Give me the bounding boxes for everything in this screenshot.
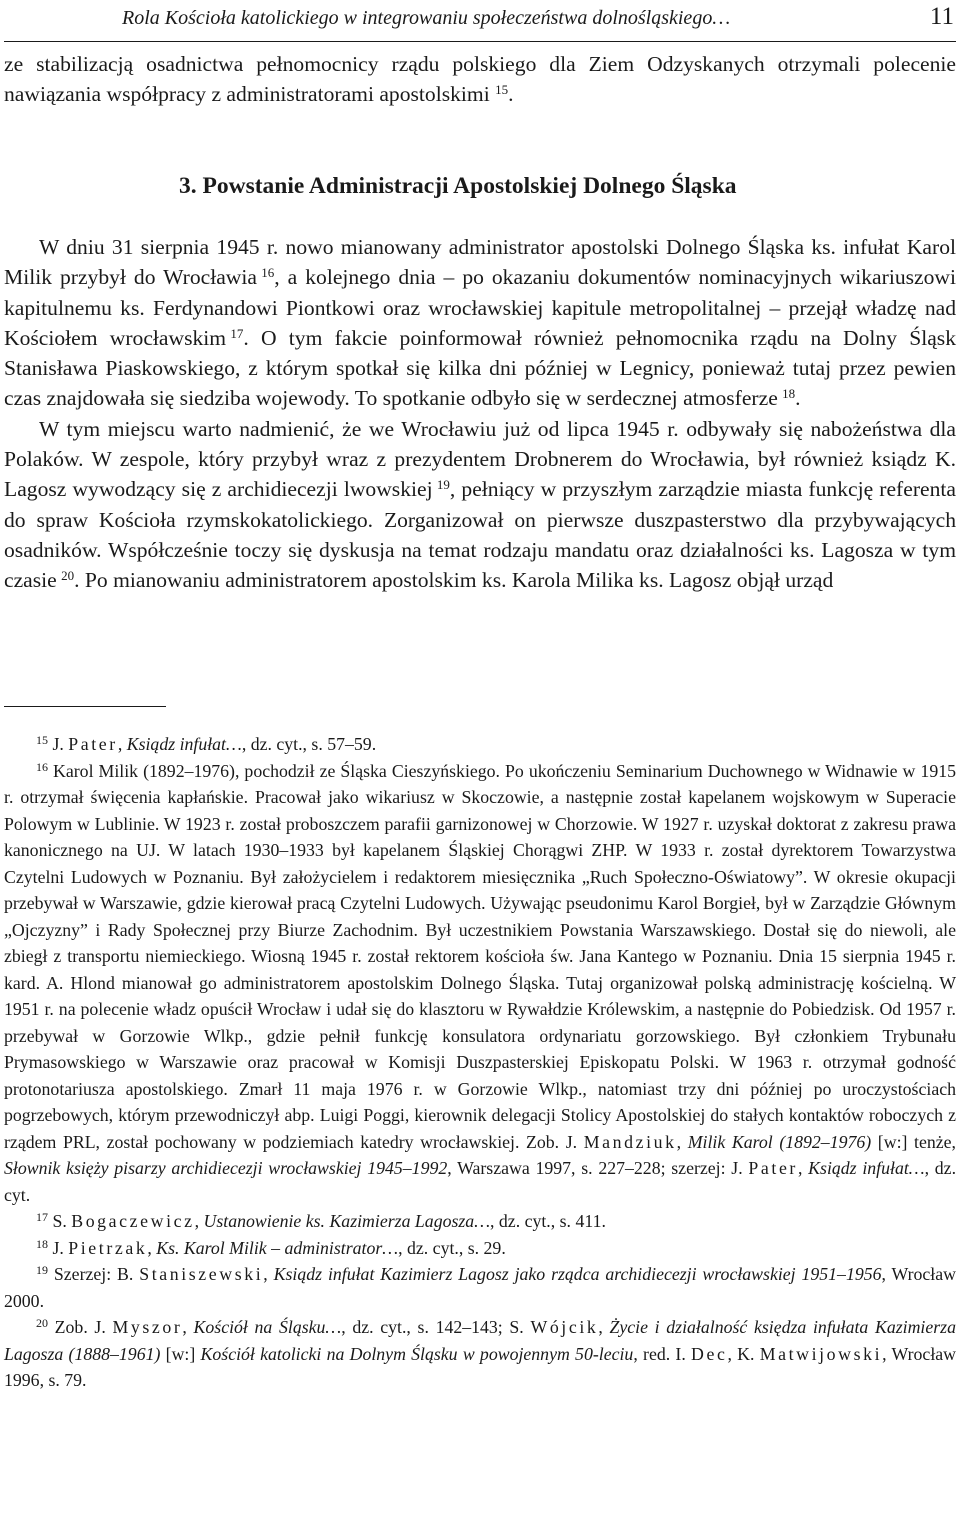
paragraph-1-text-a: W dniu 31 sierpnia 1945 r. nowo mianowany administrator apostolski Dolnego Śląska ks. infułat Karol Milik przybył do Wrocławia — [4, 235, 956, 290]
footnote-17 — [4, 1208, 956, 1235]
footnote-text: [w:] — [160, 1343, 201, 1364]
paragraph-2-text-b: , pełniący w przyszłym zarządzie miasta funkcję referenta do spraw Kościoła rzymskokatolickiego. Zorganizował on pierwsze duszpasterstwo dla przybywających osadników. Współcześnie toczy się dyskusja na temat rodzaju mandatu oraz działalności ks. Lagosza w tym czasie — [4, 477, 956, 593]
document-page — [4, 0, 956, 1517]
paragraph-1-text-b: , a kolejnego dnia – po okazaniu dokumentów nominacyjnych wikariuszowi kapitulnemu ks. Ferdynandowi Piontkowi oraz wrocławskiej kapitule metropolitalnej – przejął władzę nad Kościołem wrocławskim — [4, 265, 956, 350]
footnote-author: Dec — [691, 1343, 728, 1364]
footnote-text: Szerzej: B. — [53, 1264, 140, 1284]
footnote-title: Ksiądz infułat… — [808, 1158, 925, 1178]
footnote-ref-15[interactable]: 15 — [495, 82, 509, 98]
footnote-text: , — [182, 1317, 194, 1337]
footnotes — [4, 731, 956, 1394]
footnote-text: , — [797, 1158, 809, 1178]
intro-text: ze stabilizacją osadnictwa pełnomocnicy rządu polskiego dla Ziem Odzyskanych otrzymali polecenie nawiązania współpracy z administratorami apostolskimi — [4, 52, 956, 107]
footnote-19 — [4, 1261, 956, 1314]
footnote-text: , — [263, 1264, 274, 1284]
intro-end: . — [508, 82, 514, 107]
footnote-text: , — [117, 734, 127, 754]
paragraph-2-text-a: W tym miejscu warto nadmienić, że we Wrocławiu już od lipca 1945 r. odbywały się nabożeństwa dla Polaków. W zespole, który przybył wraz z prezydentem Drobnerem do Wrocławia, był również ksiądz K. Lagosz wywodzący się z archidiecezji lwowskiej — [4, 416, 956, 502]
footnote-text: , K. — [727, 1343, 760, 1364]
footnote-text: , dz. cyt., s. 411. — [490, 1211, 606, 1231]
footnote-number: 18 — [36, 1236, 48, 1251]
footnote-text: J. — [52, 1237, 69, 1258]
footnote-number: 15 — [36, 733, 48, 747]
footnote-title: Ks. Karol Milik – administrator… — [156, 1237, 399, 1258]
footnote-text: , dz. cyt., s. 29. — [398, 1237, 506, 1258]
footnote-ref-20[interactable]: 20 — [61, 568, 75, 584]
footnote-ref-19[interactable]: 19 — [436, 477, 450, 493]
footnote-18 — [4, 1235, 956, 1262]
running-header — [4, 3, 956, 37]
footnote-author: Pietrzak — [68, 1237, 148, 1258]
footnote-title: Ustanowienie ks. Kazimierza Lagosza… — [203, 1211, 491, 1231]
main-text — [4, 232, 956, 596]
footnote-16 — [4, 758, 956, 1209]
footnote-title: Kościół katolicki na Dolnym Śląsku w powojennym 50-leciu — [200, 1343, 634, 1364]
paragraph-1-text-d: . — [795, 386, 801, 411]
footnote-ref-17[interactable]: 17 — [230, 325, 244, 341]
footnote-text: Zob. J. — [54, 1317, 113, 1337]
footnote-text: , — [194, 1211, 204, 1231]
footnote-title: Kościół na Śląsku… — [193, 1317, 342, 1337]
footnote-text: , dz. cyt. — [4, 1158, 957, 1205]
footnote-text: [w:] tenże, — [871, 1131, 957, 1152]
footnote-text: , Wrocław 2000. — [4, 1264, 956, 1311]
header-rule — [4, 41, 956, 42]
footnote-author: Myszor — [112, 1317, 183, 1337]
footnote-text: , dz. cyt., s. 57–59. — [241, 734, 377, 754]
paragraph-1 — [4, 232, 956, 414]
footnote-text: , dz. cyt., s. 142–143; S. — [341, 1317, 531, 1337]
footnote-text: , Warszawa 1997, s. 227–228; szerzej: J. — [447, 1158, 749, 1178]
footnote-title: Ksiądz infułat… — [126, 734, 242, 754]
footnote-text: , red. I. — [633, 1343, 692, 1364]
intro-paragraph — [4, 49, 956, 110]
footnote-text: S. — [52, 1211, 72, 1231]
paragraph-2-text-c: . Po mianowaniu administratorem apostolskim ks. Karola Milika ks. Lagosz objął urząd — [74, 568, 834, 593]
running-title: Rola Kościoła katolickiego w integrowaniu społeczeństwa dolnośląskiego… — [122, 7, 731, 29]
footnote-title: Milik Karol (1892–1976) — [687, 1131, 872, 1152]
footnote-ref-18[interactable]: 18 — [782, 386, 796, 402]
footnote-author: Bogaczewicz — [71, 1211, 195, 1231]
footnote-number: 16 — [36, 759, 48, 774]
footnote-title: Słownik księży pisarzy archidiecezji wrocławskiej 1945–1992 — [4, 1158, 448, 1178]
footnote-text: , Wrocław 1996, s. 79. — [4, 1343, 956, 1390]
footnote-title: Ksiądz infułat Kazimierz Lagosz jako rządca archidiecezji wrocławskiej 1951–1956 — [273, 1264, 882, 1284]
footnote-number: 17 — [36, 1210, 48, 1224]
section-heading: 3. Powstanie Administracji Apostolskiej Dolnego Śląska — [179, 173, 737, 199]
paragraph-2 — [4, 414, 956, 596]
footnote-separator — [4, 706, 166, 707]
footnote-author: Matwijowski — [759, 1343, 883, 1364]
footnote-number: 20 — [36, 1316, 48, 1330]
footnote-text: , — [147, 1237, 157, 1258]
page-number: 11 — [929, 3, 954, 30]
footnote-author: Pater — [68, 734, 118, 754]
footnote-text: J. — [52, 734, 69, 754]
paragraph-1-text-c: . O tym fakcie poinformował również pełnomocnika rządu na Dolny Śląsk Stanisława Piaskowskiego, z którym spotkał się kilka dni później w Legnicy, ponieważ tutaj przez pewien czas znajdowała się siedziba wojewody. To spotkanie odbyło się w serdecznej atmosferze — [4, 325, 957, 411]
footnote-number: 19 — [36, 1263, 48, 1277]
footnote-author: Pater — [748, 1158, 798, 1178]
footnote-ref-16[interactable]: 16 — [261, 265, 275, 281]
footnote-text: , — [676, 1131, 688, 1152]
footnote-15 — [4, 731, 956, 758]
footnote-title: Życie i działalność księdza infułata Kazimierza Lagosza (1888–1961) — [4, 1317, 956, 1364]
footnote-20 — [4, 1314, 956, 1394]
footnote-text: , — [598, 1317, 610, 1337]
footnote-text: Karol Milik (1892–1976), pochodził ze Śląska Cieszyńskiego. Po ukończeniu Seminarium Duchownego w Widnawie w 1915 r. otrzymał święcenia kapłańskie. Pracował jako wikariusz w Skoczowie, a następnie został kapelanem wojskowym w Superacie Polowym w Lublinie. W 1923 r. został proboszczem parafii garnizonowej w Chorzowie. W 1927 r. uzyskał doktorat z zakresu prawa kanonicznego na UJ. W latach 1930–1933 był kapelanem Śląskiej Chorągwi ZHP. W 1933 r. został dyrektorem Towarzystwa Czytelni Ludowych w Poznaniu. Był założycielem i redaktorem miesięcznika „Ruch Społeczno-Oświatowy”. W okresie okupacji przebywał w Warszawie, gdzie kierował pracą Czytelni Ludowych. Używając pseudonimu Karol Borgieł, był w Zarządzie Głównym „Ojczyzny” i Rady Społecznej przy Biurze Zachodnim. Był uczestnikiem Powstania Warszawskiego. Dostał się do niewoli, ale zbiegł z transportu niemieckiego. Wiosną 1945 r. został rektorem kościoła św. Jana Kantego w Poznaniu. Dnia 15 sierpnia 1945 r. kard. A. Hlond mianował go administratorem apostolskim Dolnego Śląska. Tutaj organizował polską administrację kościelną. W 1951 r. na polecenie władz opuścił Wrocław i udał się do klasztoru w Rywałdzie Królewskim, a następnie do Pobiedzisk. Od 1957 r. przebywał w Gorzowie Wlkp., gdzie pełnił funkcję konsulatora ordynariatu gorzowskiego. Był członkiem Trybunału Prymasowskiego w Warszawie oraz pracował w Komisji Duszpasterskiej Episkopatu Polski. W 1963 r. otrzymał godność protonotariusza apostolskiego. Zmarł 11 maja 1976 r. w Gorzowie Wlkp., natomiast trzy dni później po uroczystościach pogrzebowych, którym przewodniczył abp. Luigi Poggi, kierownik delegacji Stolicy Apostolskiej do stałych kontaktów roboczych z rządem PRL, został pochowany w podziemiach katedry wrocławskiej. Zob. J. — [4, 760, 956, 1152]
footnote-author: Wójcik — [530, 1317, 599, 1337]
footnote-author: Mandziuk — [583, 1131, 677, 1152]
footnote-author: Staniszewski — [139, 1264, 264, 1284]
